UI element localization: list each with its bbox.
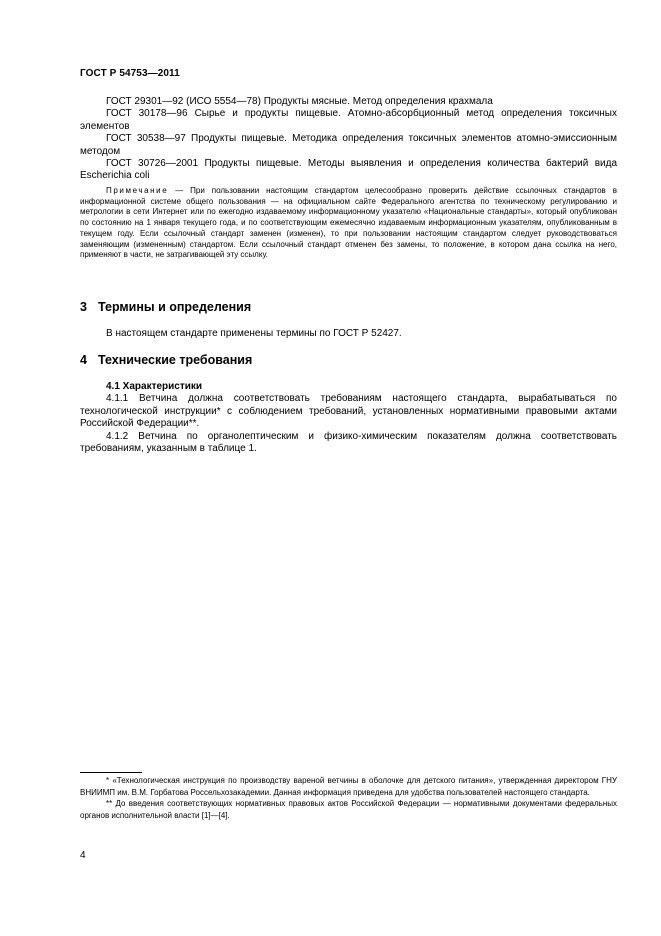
reference-title: Продукты пищевые. Методика определения токсичных элементов атомно-эмиссионным методом [80,133,617,157]
reference-id: ГОСТ 30178—96 [106,108,188,120]
footnote-separator [80,772,142,773]
reference-id: ГОСТ 30538—97 [106,133,186,145]
footnotes [80,775,617,821]
section-3-heading [80,300,251,314]
reference-item [80,158,617,183]
footnote-item: * «Технологическая инструкция по производству вареной ветчины в оболочке для детского питания», утвержденная директором ГНУ ВНИИМП им. В.М. Горбатова Россельхозакадемии. Данная информация приведена для удобства пользователей настоящего стандарта. [80,776,617,797]
section-4-heading [80,353,252,367]
paragraph-4-1-2: 4.1.2 Ветчина по органолептическим и физико-химическим показателям должна соответствовать требованиям, указанным в таблице 1. [80,430,617,455]
page-number: 4 [80,850,86,861]
section-number: 3 [80,300,87,314]
reference-title: Продукты пищевые. Методы выявления и определения количества бактерий вида Escherichia coli [80,158,618,182]
reference-id: ГОСТ 30726—2001 [106,158,199,170]
reference-item [80,96,617,108]
page-header-doc-code: ГОСТ Р 54753—2011 [80,68,180,79]
note-block [80,186,617,261]
paragraph-4-1-1: 4.1.1 Ветчина должна соответствовать требованиям настоящего стандарта, вырабатываться по технологической инструкции* с соблюдением требований, установленных нормативными правовыми актами Российской Федерации**. [80,393,617,430]
section-title: Технические требования [98,353,253,367]
note-label: Примечание [106,186,169,195]
subsection-heading: 4.1 Характеристики [106,381,203,392]
reference-title: Сырье и продукты пищевые. Атомно-абсорбционный метод определения токсичных элементов [80,108,617,132]
note-text: — При пользовании настоящим стандартом целесообразно проверить действие ссылочных стандартов в информационной системе общего пользования — на официальном сайте Федерального агентства по техническому регулированию и метрологии в сети Интернет или по ежегодно издаваемому информационному указателю «Национальные стандарты», который опубликован по состоянию на 1 января текущего года, и по соответствующим ежемесячно издаваемым информационным указателям, опубликованным в текущем году. Если ссылочный стандарт заменен (изменен), то при пользовании настоящим стандартом следует руководствоваться заменяющим (измененным) стандартом. Если ссылочный стандарт отменен без замены, то положение, в котором дана ссылка на него, применяют в части, не затрагивающей эту ссылку. [80,186,617,260]
section-title: Термины и определения [98,300,252,314]
reference-title: Продукты мясные. Метод определения крахмала [263,96,493,107]
section-3-text: В настоящем стандарте применены термины по ГОСТ Р 52427. [106,328,402,339]
section-number: 4 [80,353,87,367]
subsection-4-1 [80,381,617,455]
reference-id: ГОСТ 29301—92 (ИСО 5554—78) [106,96,261,107]
reference-item [80,108,617,133]
footnote-item: ** До введения соответствующих нормативных правовых актов Российской Федерации — нормативными документами федеральных органов исполнительной власти [1]—[4]. [80,799,617,820]
reference-item [80,133,617,158]
normative-references-list [80,96,617,183]
